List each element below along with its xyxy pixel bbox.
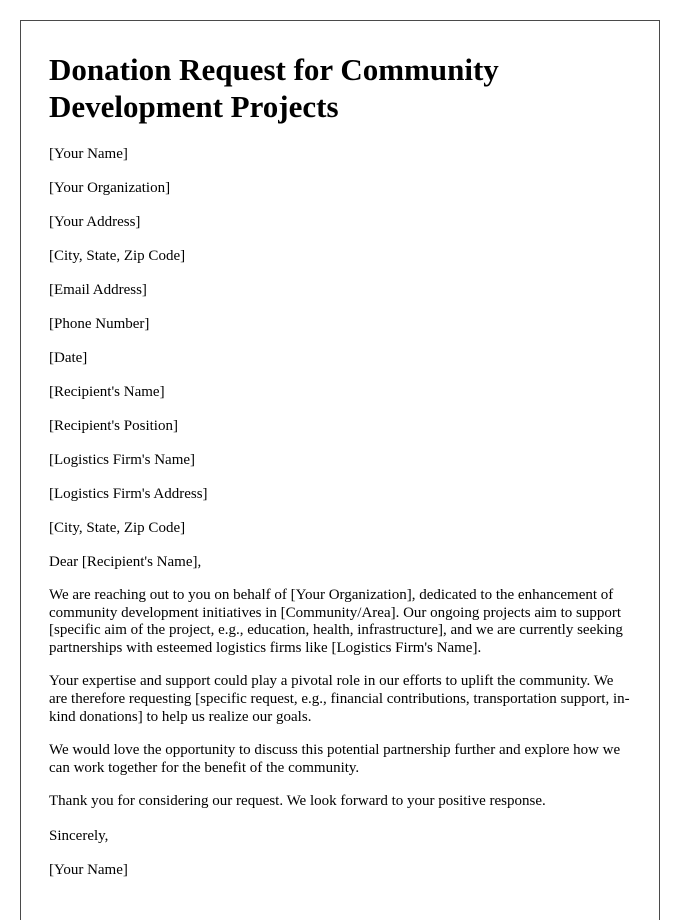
recipient-firm-address: [Logistics Firm's Address] bbox=[49, 486, 208, 502]
sender-name: [Your Name] bbox=[49, 146, 128, 162]
salutation: Dear [Recipient's Name], bbox=[49, 554, 202, 570]
body-paragraph-1: We are reaching out to you on behalf of [Your Organization], dedicated to the enhancement of community development initiatives in [Community/Area]. Our ongoing projects aim to support [specific aim of the project, e.g., education, health, infrastructure], and we are currently seeking partnerships with esteemed logistics firms like [Logistics Firm's Name]. bbox=[49, 587, 623, 656]
closing: Sincerely, bbox=[49, 827, 109, 844]
body-paragraph-4: Thank you for considering our request. We look forward to your positive response. bbox=[49, 793, 546, 810]
letter-page bbox=[20, 20, 660, 920]
sender-city-state-zip: [City, State, Zip Code] bbox=[49, 248, 186, 264]
body-paragraph-2: Your expertise and support could play a pivotal role in our efforts to uplift the community. We are therefore requesting [specific request, e.g., financial contributions, transportation support, in-kind donations] to help us realize our goals. bbox=[49, 673, 630, 725]
sender-email: [Email Address] bbox=[49, 282, 147, 298]
recipient-name: [Recipient's Name] bbox=[49, 384, 165, 400]
recipient-city-state-zip: [City, State, Zip Code] bbox=[49, 520, 186, 536]
sender-organization: [Your Organization] bbox=[49, 180, 171, 196]
sender-phone: [Phone Number] bbox=[49, 316, 150, 332]
letter-date: [Date] bbox=[49, 350, 88, 366]
body-paragraph-3: We would love the opportunity to discuss this potential partnership further and explore how we can work together for the benefit of the community. bbox=[49, 742, 621, 776]
signature-name: [Your Name] bbox=[49, 861, 128, 878]
recipient-position: [Recipient's Position] bbox=[49, 418, 178, 434]
sender-address: [Your Address] bbox=[49, 214, 141, 230]
letter-title: Donation Request for Community Development Projects bbox=[49, 52, 499, 124]
recipient-firm-name: [Logistics Firm's Name] bbox=[49, 452, 196, 468]
